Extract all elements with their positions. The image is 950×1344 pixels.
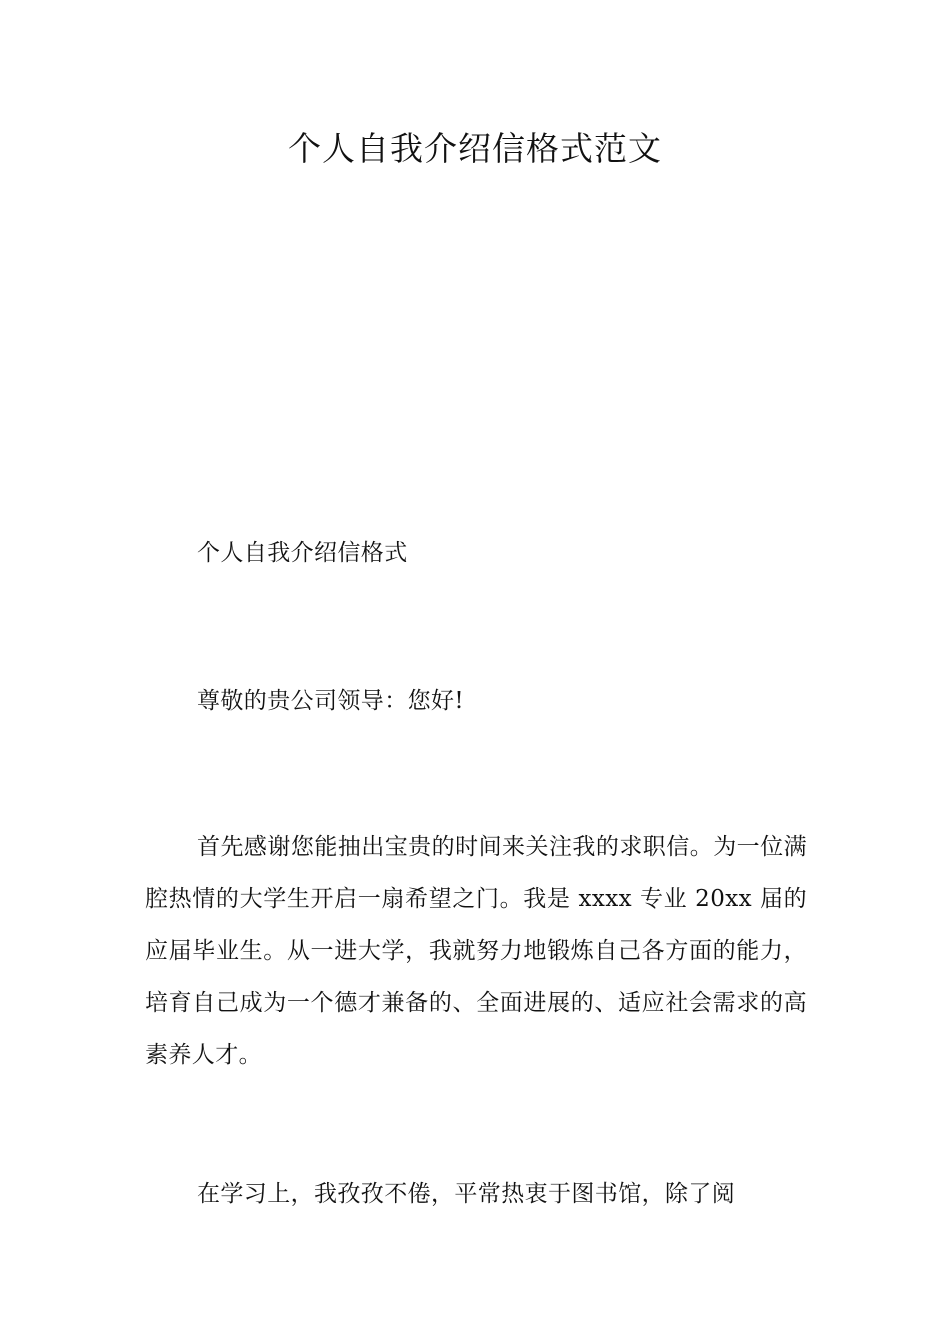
letter-heading: 个人自我介绍信格式 <box>197 540 408 566</box>
document-title: 个人自我介绍信格式范文 <box>288 129 662 168</box>
letter-body-paragraph-2: 在学习上，我孜孜不倦，平常热衷于图书馆，除了阅 <box>197 1181 736 1207</box>
letter-body-paragraph-1: 首先感谢您能抽出宝贵的时间来关注我的求职信。为一位满腔热情的大学生开启一扇希望之门。我是 xxxx 专业 20xx 届的应届毕业生。从一进大学，我就努力地锻炼自己各方面的能力，培育自己成为一个德才兼备的、全面进展的、适应社会需求的高素养人才。 <box>145 834 807 1068</box>
letter-greeting: 尊敬的贵公司领导：您好! <box>197 688 465 714</box>
